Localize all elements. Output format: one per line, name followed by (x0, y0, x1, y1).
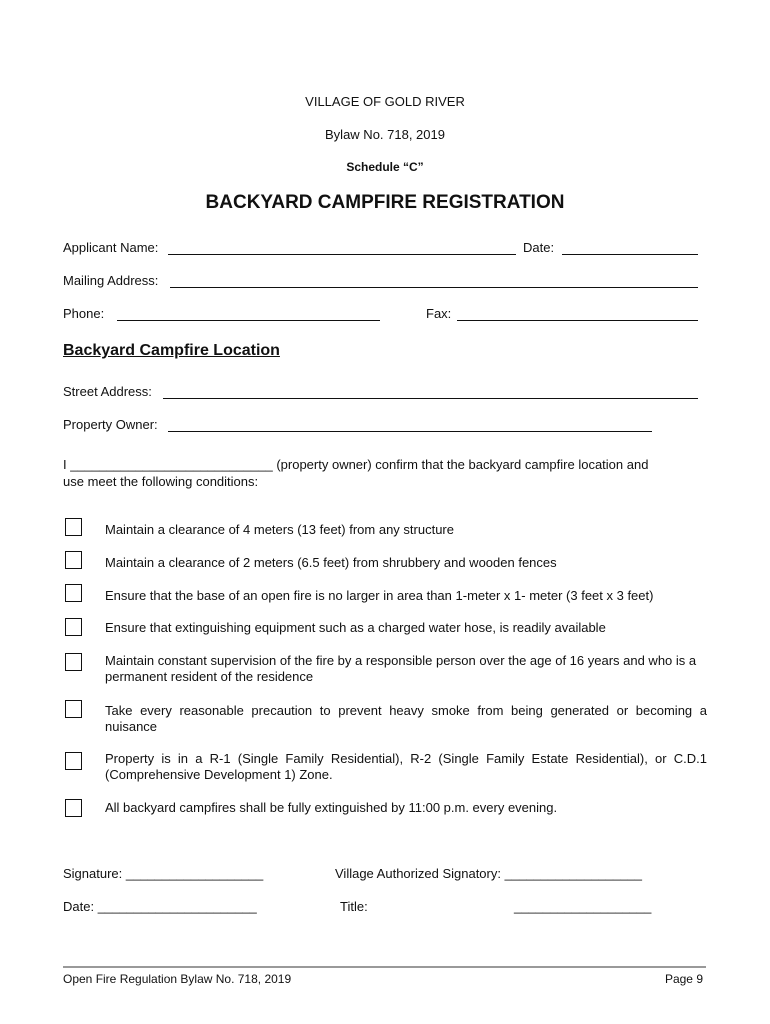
page-title: BACKYARD CAMPFIRE REGISTRATION (205, 192, 565, 213)
condition-checkbox-7[interactable] (65, 752, 82, 770)
signature-field[interactable]: ___________________ (125, 866, 264, 881)
confirmation-prefix: I (63, 457, 67, 472)
schedule-label: Schedule “C” (346, 160, 424, 174)
condition-checkbox-5[interactable] (65, 653, 82, 671)
condition-checkbox-3[interactable] (65, 584, 82, 602)
footer-rule (63, 966, 706, 968)
signature-row (63, 866, 263, 881)
bylaw-number: Bylaw No. 718, 2019 (325, 127, 445, 142)
condition-text-4: Ensure that extinguishing equipment such as a charged water hose, is readily available (105, 620, 606, 635)
street-address-label: Street Address: (63, 384, 152, 399)
property-owner-field[interactable] (168, 431, 652, 432)
footer-bylaw: Open Fire Regulation Bylaw No. 718, 2019 (63, 972, 292, 986)
confirmation-text-1: (property owner) confirm that the backyard campfire location and (276, 457, 649, 472)
condition-checkbox-2[interactable] (65, 551, 82, 569)
municipality-name: VILLAGE OF GOLD RIVER (305, 94, 465, 109)
condition-checkbox-1[interactable] (65, 518, 82, 536)
page-number: Page 9 (664, 972, 703, 986)
signature-date-label: Date: (63, 899, 95, 914)
condition-checkbox-4[interactable] (65, 618, 82, 636)
authorized-signatory-row (335, 866, 642, 881)
owner-name-blank[interactable]: ____________________________ (70, 457, 273, 472)
fax-field[interactable] (457, 320, 698, 321)
title-field[interactable]: ___________________ (514, 899, 652, 914)
condition-text-3: Ensure that the base of an open fire is no larger in area than 1-meter x 1- meter (3 feet x 3 feet) (105, 588, 654, 603)
condition-checkbox-8[interactable] (65, 799, 82, 817)
phone-field[interactable] (117, 320, 380, 321)
condition-text-2: Maintain a clearance of 2 meters (6.5 feet) from shrubbery and wooden fences (105, 555, 557, 570)
condition-text-1: Maintain a clearance of 4 meters (13 feet) from any structure (105, 522, 454, 537)
signature-date-field[interactable]: ______________________ (97, 899, 257, 914)
condition-text-5: Maintain constant supervision of the fire by a responsible person over the age of 16 years and who is a permanent resident of the residence (105, 653, 697, 684)
condition-checkbox-6[interactable] (65, 700, 82, 718)
condition-text-6: Take every reasonable precaution to prevent heavy smoke from being generated or becoming a nuisance (105, 703, 707, 734)
date-label: Date: (523, 240, 555, 255)
mailing-address-field[interactable] (170, 287, 698, 288)
signature-label: Signature: (63, 866, 123, 881)
date-field[interactable] (562, 254, 698, 255)
condition-text-8: All backyard campfires shall be fully extinguished by 11:00 p.m. every evening. (105, 800, 558, 815)
signature-date-row (63, 899, 257, 914)
condition-text-7: Property is in a R-1 (Single Family Residential), R-2 (Single Family Estate Residential), or C.D.1 (Comprehensive Development 1) Zone. (105, 751, 707, 782)
applicant-name-field[interactable] (168, 254, 516, 255)
applicant-name-label: Applicant Name: (63, 240, 159, 255)
title-label: Title: (340, 899, 368, 914)
street-address-field[interactable] (163, 398, 698, 399)
location-heading: Backyard Campfire Location (63, 342, 280, 359)
authorized-signatory-label: Village Authorized Signatory: (335, 866, 501, 881)
confirmation-text-2: use meet the following conditions: (63, 474, 259, 489)
property-owner-label: Property Owner: (63, 417, 158, 432)
fax-label: Fax: (426, 306, 452, 321)
confirmation-line-1 (63, 457, 648, 472)
mailing-address-label: Mailing Address: (63, 273, 159, 288)
authorized-signatory-field[interactable]: ___________________ (504, 866, 642, 881)
phone-label: Phone: (63, 306, 105, 321)
